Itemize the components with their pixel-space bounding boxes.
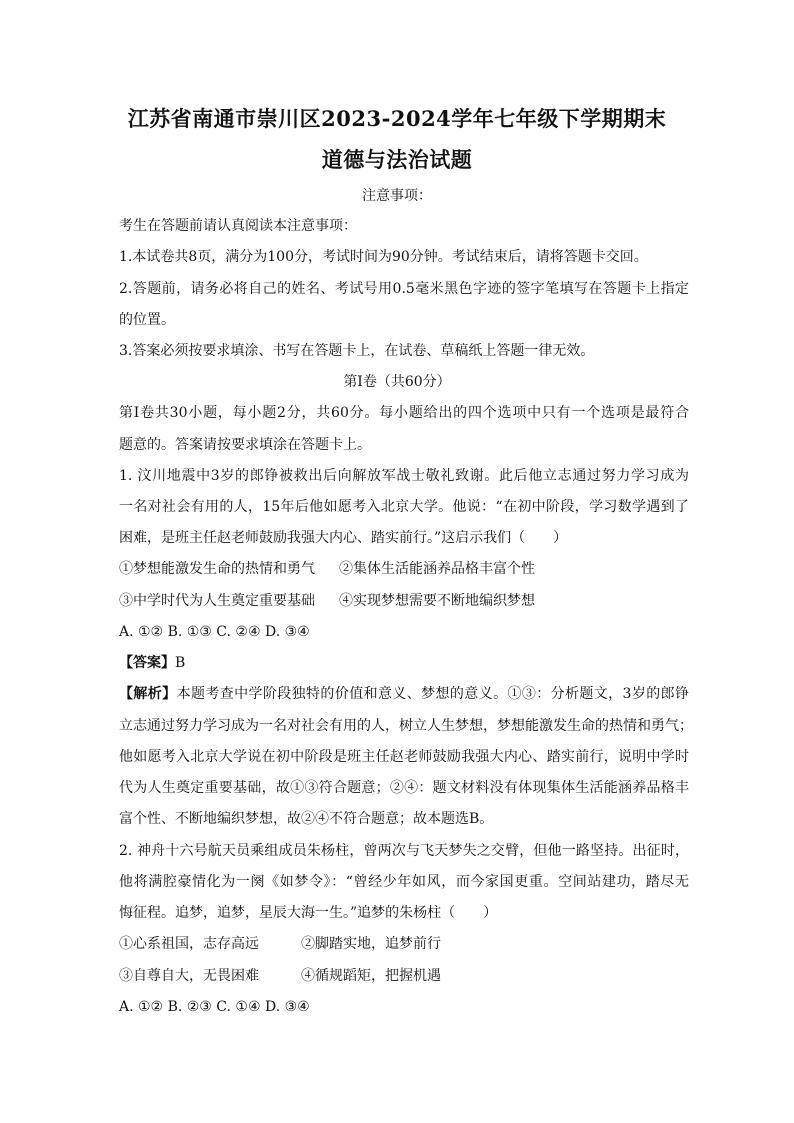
q1-analysis-line-1 <box>119 684 689 704</box>
q1-option-1: ①梦想能激发生命的热情和勇气 <box>119 561 315 577</box>
q1-analysis-line-2: 立志通过努力学习成为一名对社会有用的人，树立人生梦想，梦想能激发生命的热情和勇气； <box>119 718 693 734</box>
q1-answer <box>119 653 689 673</box>
q2-option-4: ④循规蹈矩，把握机遇 <box>301 968 441 984</box>
q2-stem-line-2: 他将满腔豪情化为一阕《如梦令》：“曾经少年如风，而今家国更重。空间站建功，踏尽无 <box>119 874 689 890</box>
section-desc-line-1: 第Ⅰ卷共30小题，每小题2分，共60分。每小题给出的四个选项中只有一个选项是最符合 <box>119 405 689 421</box>
q2-stem-line-1: 2. 神舟十六号航天员乘组成员朱杨柱，曾两次与飞天梦失之交臂，但他一路坚持。出征时， <box>119 843 689 859</box>
answer-value: B <box>175 655 186 671</box>
q1-choices: A. ①② B. ①③ C. ②④ D. ③④ <box>119 624 310 640</box>
q1-analysis-line-5: 富个性、不断地编织梦想，故②④不符合题意；故本题选B。 <box>119 811 494 827</box>
analysis-text: 本题考查中学阶段独特的价值和意义、梦想的意义。①③：分析题文，3岁的郎铮 <box>176 686 690 702</box>
notice-heading: 注意事项： <box>362 188 432 204</box>
exam-title: 江苏省南通市崇川区2023-2024学年七年级下学期期末 <box>127 106 667 131</box>
q1-stem-line-3: 困难，是班主任赵老师鼓励我强大内心、踏实前行。”这启示我们（ ） <box>119 530 568 546</box>
q2-option-1: ①心系祖国，志存高远 <box>119 936 259 952</box>
q1-stem-line-2: 一名对社会有用的人，15年后他如愿考入北京大学。他说：“在初中阶段，学习数学遇到了 <box>119 499 689 515</box>
q1-stem-line-1: 1. 汶川地震中3岁的郎铮被救出后向解放军战士敬礼致谢。此后他立志通过努力学习成为 <box>119 468 689 484</box>
answer-label: 【答案】 <box>119 655 175 671</box>
notice-item-2-line-1: 2.答题前，请务必将自己的姓名、考试号用0.5毫米黑色字迹的签字笔填写在答题卡上指定 <box>119 281 689 297</box>
notice-intro: 考生在答题前请认真阅读本注意事项： <box>119 218 357 234</box>
q2-options-row-1 <box>119 934 689 954</box>
q1-option-4: ④实现梦想需要不断地编织梦想 <box>339 593 535 609</box>
q1-analysis-line-3: 他如愿考入北京大学说在初中阶段是班主任赵老师鼓励我强大内心、踏实前行，说明中学时 <box>119 749 689 765</box>
notice-item-3: 3.答案必须按要求填涂、书写在答题卡上，在试卷、草稿纸上答题一律无效。 <box>119 343 595 359</box>
q1-option-3: ③中学时代为人生奠定重要基础 <box>119 593 315 609</box>
q1-analysis-line-4: 代为人生奠定重要基础，故①③符合题意；②④：题文材料没有体现集体生活能涵养品格丰 <box>119 780 689 796</box>
q1-option-2: ②集体生活能涵养品格丰富个性 <box>339 561 535 577</box>
exam-subtitle: 道德与法治试题 <box>321 147 473 172</box>
q2-choices: A. ①② B. ②③ C. ①④ D. ③④ <box>119 999 310 1015</box>
q1-options-row-2 <box>119 591 689 611</box>
notice-item-2-line-2: 的位置。 <box>119 312 175 328</box>
section-heading: 第Ⅰ卷（共60分） <box>343 374 451 390</box>
q1-options-row-1 <box>119 559 689 579</box>
q2-options-row-2 <box>119 966 689 986</box>
section-desc-line-2: 题意的。答案请按要求填涂在答题卡上。 <box>119 437 371 453</box>
analysis-label: 【解析】 <box>119 686 177 702</box>
q2-option-2: ②脚踏实地，追梦前行 <box>301 936 441 952</box>
q2-stem-line-3: 悔征程。追梦，追梦，星辰大海一生。”追梦的朱杨柱（ ） <box>119 905 498 921</box>
q2-option-3: ③自尊自大，无畏困难 <box>119 968 259 984</box>
notice-item-1: 1.本试卷共8页，满分为100分，考试时间为90分钟。考试结束后，请将答题卡交回。 <box>119 249 648 265</box>
